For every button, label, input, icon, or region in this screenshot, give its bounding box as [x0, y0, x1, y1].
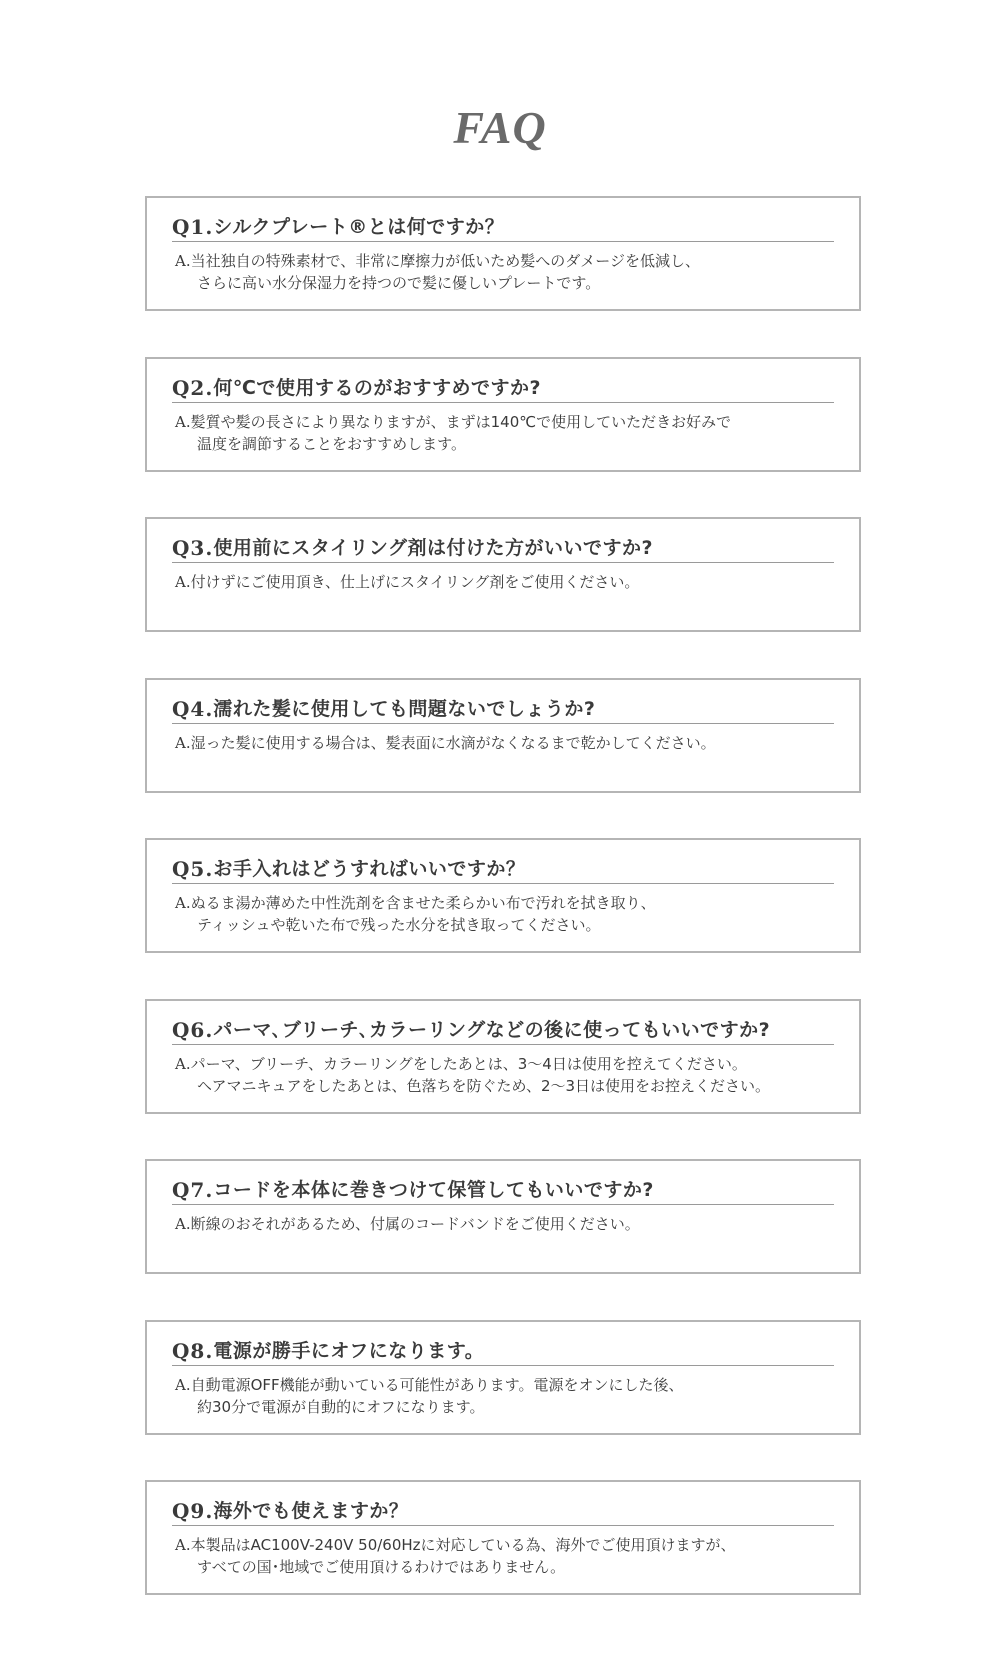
faq-item [145, 1320, 861, 1435]
question-number: Q9. [172, 1499, 214, 1523]
answer-line [175, 433, 841, 455]
faq-question [172, 212, 834, 242]
faq-answer [175, 892, 841, 936]
question-text: シルクプレート®とは何ですか？ [213, 216, 505, 238]
answer-line [175, 411, 841, 433]
question-text: コードを本体に巻きつけて保管してもいいですか? [213, 1179, 654, 1201]
answer-line [175, 1075, 841, 1097]
faq-item [145, 517, 861, 632]
answer-text: 温度を調節することをおすすめします。 [197, 435, 466, 453]
page-title: FAQ [453, 102, 547, 153]
answer-prefix: A. [175, 413, 191, 431]
answer-prefix: A. [175, 734, 191, 752]
answer-prefix: A. [175, 573, 191, 591]
question-number: Q2. [172, 376, 214, 400]
faq-item [145, 196, 861, 311]
faq-question [172, 1175, 834, 1205]
answer-line [175, 1534, 841, 1556]
answer-line [175, 892, 841, 914]
answer-line [175, 1556, 841, 1578]
answer-line [175, 272, 841, 294]
answer-text: 当社独自の特殊素材で、非常に摩擦力が低いため髪へのダメージを低減し、 [190, 252, 701, 270]
question-text: 海外でも使えますか？ [213, 1500, 409, 1522]
question-number: Q1. [172, 215, 214, 239]
answer-text: さらに高い水分保湿力を持つので髪に優しいプレートです。 [197, 274, 601, 292]
answer-text: 髪質や髪の長さにより異なりますが、まずは140℃で使用していただきお好みで [190, 413, 732, 431]
answer-text: 本製品はAC100V-240V 50/60Hzに対応している為、海外でご使用頂けますが、 [190, 1536, 736, 1554]
faq-item [145, 1159, 861, 1274]
answer-prefix: A. [175, 1376, 191, 1394]
faq-item [145, 999, 861, 1114]
answer-line [175, 1374, 841, 1396]
faq-item [145, 838, 861, 953]
answer-text: すべての国･地域でご使用頂けるわけではありません。 [197, 1558, 566, 1576]
answer-line [175, 732, 841, 754]
faq-answer [175, 411, 841, 455]
faq-item [145, 678, 861, 793]
question-text: パーマ､ブリーチ､カラーリングなどの後に使ってもいいですか? [213, 1019, 771, 1041]
answer-text: 断線のおそれがあるため、付属のコードバンドをご使用ください。 [190, 1215, 640, 1233]
question-text: 濡れた髪に使用しても問題ないでしょうか? [213, 698, 596, 720]
answer-text: ぬるま湯か薄めた中性洗剤を含ませた柔らかい布で汚れを拭き取り、 [190, 894, 656, 912]
question-text: 何℃で使用するのがおすすめですか? [213, 377, 542, 399]
faq-question [172, 1336, 834, 1366]
question-number: Q4. [172, 697, 214, 721]
question-number: Q3. [172, 536, 214, 560]
faq-question [172, 533, 834, 563]
answer-prefix: A. [175, 894, 191, 912]
answer-text: 付けずにご使用頂き、仕上げにスタイリング剤をご使用ください。 [190, 573, 640, 591]
answer-line [175, 250, 841, 272]
faq-answer [175, 571, 841, 593]
answer-text: 自動電源OFF機能が動いている可能性があります。電源をオンにした後、 [190, 1376, 684, 1394]
question-number: Q8. [172, 1339, 214, 1363]
answer-line [175, 1396, 841, 1418]
answer-prefix: A. [175, 252, 191, 270]
answer-line [175, 914, 841, 936]
faq-answer [175, 1534, 841, 1578]
faq-question [172, 694, 834, 724]
faq-answer [175, 1374, 841, 1418]
question-number: Q5. [172, 857, 214, 881]
faq-answer [175, 732, 841, 754]
question-text: お手入れはどうすればいいですか？ [213, 858, 526, 880]
question-number: Q6. [172, 1018, 214, 1042]
question-text: 使用前にスタイリング剤は付けた方がいいですか? [213, 537, 654, 559]
answer-line [175, 1213, 841, 1235]
answer-prefix: A. [175, 1536, 191, 1554]
answer-line [175, 1053, 841, 1075]
answer-text: 約30分で電源が自動的にオフになります。 [197, 1398, 485, 1416]
answer-text: ティッシュや乾いた布で残った水分を拭き取ってください。 [197, 916, 601, 934]
faq-question [172, 1496, 834, 1526]
faq-item [145, 1480, 861, 1595]
faq-question [172, 1015, 834, 1045]
faq-question [172, 373, 834, 403]
answer-text: 湿った髪に使用する場合は、髪表面に水滴がなくなるまで乾かしてください。 [190, 734, 716, 752]
question-text: 電源が勝手にオフになります。 [213, 1340, 485, 1362]
faq-answer [175, 250, 841, 294]
answer-line [175, 571, 841, 593]
answer-text: パーマ、ブリーチ、カラーリングをしたあとは、3〜4日は使用を控えてください。 [190, 1055, 747, 1073]
answer-prefix: A. [175, 1215, 191, 1233]
faq-answer [175, 1213, 841, 1235]
faq-item [145, 357, 861, 472]
answer-prefix: A. [175, 1055, 191, 1073]
faq-question [172, 854, 834, 884]
faq-answer [175, 1053, 841, 1097]
answer-text: ヘアマニキュアをしたあとは、色落ちを防ぐため、2〜3日は使用をお控えください。 [197, 1077, 771, 1095]
question-number: Q7. [172, 1178, 214, 1202]
